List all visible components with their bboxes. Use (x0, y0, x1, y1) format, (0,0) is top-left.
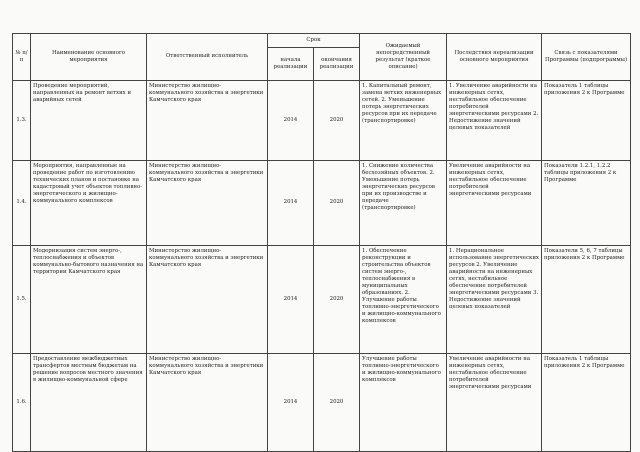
table-row (13, 354, 631, 452)
row-num: 1.5. (13, 246, 31, 354)
header-name: Наименование основного мероприятия (31, 34, 147, 81)
row-result: 1. Обеспечение реконструкции и строительства объектов систем энерго-, теплоснабжения в муниципальных образованиях. 2. Улучшение работы топливно-энергетического и жилищно-коммунального комплексов (360, 246, 447, 354)
row-start: 2014 (268, 161, 314, 246)
row-responsible: Министерство жилищно-коммунального хозяйства и энергетики Камчатского края (147, 354, 268, 452)
header-row-1 (13, 34, 631, 48)
row-num: 1.6. (13, 354, 31, 452)
row-link: Показатель 1 таблицы приложения 2 к Программе (542, 354, 631, 452)
row-consequences: 1. Нерациональное использование энергетических ресурсов 2. Увеличение аварийности на инженерных сетях, нестабильное обеспечение потребителей энергетическими ресурсами 3. Недостижение значений целевых показателей (447, 246, 542, 354)
row-link: Показатели 1.2.1, 1.2.2 таблицы приложения 2 к Программе (542, 161, 631, 246)
row-name: Модернизация систем энерго-, теплоснабжения и объектов коммунально-бытового назначения на территории Камчатского края (31, 246, 147, 354)
row-consequences: Увеличение аварийности на инженерных сетях, нестабильное обеспечение потребителей энергетическими ресурсами (447, 354, 542, 452)
row-num: 1.3. (13, 81, 31, 161)
header-responsible: Ответственный исполнитель (147, 34, 268, 81)
row-start: 2014 (268, 246, 314, 354)
row-name: Мероприятия, направленные на проведение работ по изготовлению технических планов и постановке на кадастровый учет объектов топливно-энергетического и жилищно-коммунального комплексов (31, 161, 147, 246)
header-result: Ожидаемый непосредственный результат (краткое описание) (360, 34, 447, 81)
row-responsible: Министерство жилищно-коммунального хозяйства и энергетики Камчатского края (147, 246, 268, 354)
table-row (13, 81, 631, 161)
header-link: Связь с показателями Программы (подпрограммы) (542, 34, 631, 81)
header-num: № п/п (13, 34, 31, 81)
header-start: начала реализации (268, 48, 314, 81)
row-consequences: Увеличение аварийности на инженерных сетях, нестабильное обеспечение потребителей энергетическими ресурсами (447, 161, 542, 246)
measures-table (12, 33, 631, 452)
row-responsible: Министерство жилищно-коммунального хозяйства и энергетики Камчатского края (147, 161, 268, 246)
row-result: 1. Снижение количества бесхозяйных объектов. 2. Уменьшение потерь энергетических ресурсов при их производстве и передаче (транспортировке) (360, 161, 447, 246)
row-link: Показатели 5, 6, 7 таблицы приложения 2 к Программе (542, 246, 631, 354)
row-consequences: 1. Увеличение аварийности на инженерных сетях, нестабильное обеспечение потребителей энергетическими ресурсами 2. Недостижение значений целевых показателей (447, 81, 542, 161)
header-end: окончания реализации (314, 48, 360, 81)
row-name: Предоставление межбюджетных трансфертов местным бюджетам на решение вопросов местного значения в жилищно-коммунальной сфере (31, 354, 147, 452)
row-start: 2014 (268, 354, 314, 452)
row-start: 2014 (268, 81, 314, 161)
row-result: 1. Капитальный ремонт, замена ветхих инженерных сетей. 2. Уменьшение потерь энергетических ресурсов при их передаче (транспортировке) (360, 81, 447, 161)
row-end: 2020 (314, 246, 360, 354)
row-end: 2020 (314, 161, 360, 246)
row-responsible: Министерство жилищно-коммунального хозяйства и энергетики Камчатского края (147, 81, 268, 161)
row-end: 2020 (314, 81, 360, 161)
header-consequences: Последствия нереализации основного мероприятия (447, 34, 542, 81)
row-name: Проведение мероприятий, направленных на ремонт ветхих и аварийных сетей (31, 81, 147, 161)
row-end: 2020 (314, 354, 360, 452)
header-term: Срок (268, 34, 360, 48)
row-link: Показатель 1 таблицы приложения 2 к Программе (542, 81, 631, 161)
row-num: 1.4. (13, 161, 31, 246)
table-row (13, 246, 631, 354)
table-row (13, 161, 631, 246)
row-result: Улучшение работы топливно-энергетического и жилищно-коммунального комплексов (360, 354, 447, 452)
